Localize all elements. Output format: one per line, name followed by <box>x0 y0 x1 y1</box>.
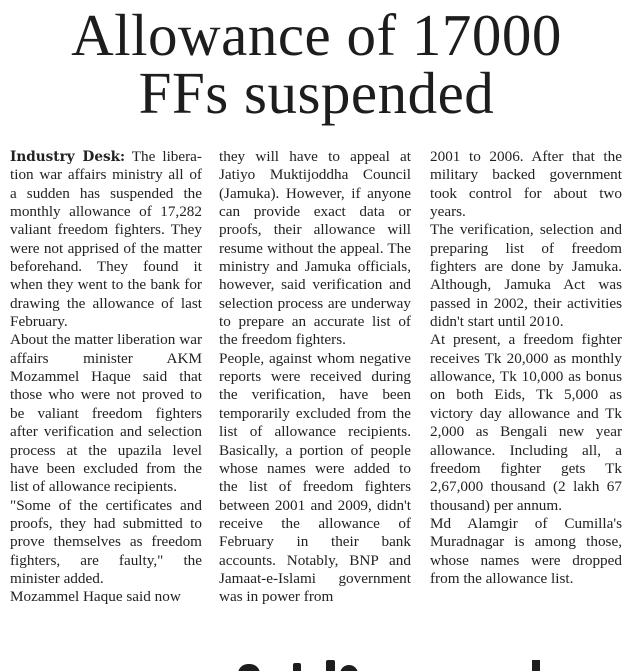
paragraph: "Some of the certificates and proofs, they had submitted to prove themselves as freedom fighters, are faulty," the minister added. <box>10 496 202 587</box>
paragraph: Md Alamgir of Cumilla's Muradnagar is among those, whose names were dropped from the allowance list. <box>430 514 622 587</box>
glyph-fragment <box>238 664 260 671</box>
glyph-fragment <box>326 660 335 671</box>
paragraph: The verification, selection and preparing list of freedom fighters are done by Jamuka. Although, Jamuka Act was passed in 2002, their activities didn't start until 2010. <box>430 221 622 331</box>
dateline: Industry Desk: <box>10 149 126 165</box>
paragraph: Mozammel Haque said now <box>10 588 181 606</box>
paragraph: People, against whom negative reports were received during the verification, have been temporarily excluded from the list of allowance recipients. Basically, a portion of people whose names were added to the list of freedom fighters between 2001 and 2009, didn't receive the allowance of February in their bank accounts. Notably, BNP and Jamaat-e-Islami government was in power from <box>219 349 411 606</box>
glyph-fragment <box>293 663 301 671</box>
paragraph: 2001 to 2006. After that the military backed government took control for about two years. <box>430 148 622 221</box>
paragraph: About the matter liberation war affairs minister AKM Mozammel Haque said that those who were not proved to be valiant freedom fighters after verification and selection process at the upazila level have been excluded from the list of allowance recipients. <box>10 331 202 496</box>
paragraph <box>10 148 202 331</box>
glyph-fragment <box>532 660 540 671</box>
paragraph: At present, a freedom fighter receives Tk 20,000 as monthly allowance, Tk 10,000 as bonus on both Eids, Tk 5,000 as victory day allowance and Tk 2,000 as Bengali new year allowance. Including all, a freedom fighter gets Tk 2,67,000 thousand (2 lakh 67 thousand) per annum. <box>430 331 622 514</box>
headline <box>0 2 633 126</box>
headline-line-1: Allowance of 17000 <box>71 2 562 68</box>
paragraph: they will have to appeal at Jatiyo Muktijoddha Council (Jamuka). However, if anyone can provide exact data or proofs, their allowance will resume without the appeal. The ministry and Jamuka officials, however, said verification and selection process are underway to prepare an accurate list of the freedom fighters. <box>219 148 411 349</box>
glyph-fragment <box>340 665 358 671</box>
paragraph-text: The liberation war affairs ministry all of a sudden has suspended the monthly allowance of 17,282 valiant freedom fighters. They were not apprised of the matter beforehand. They found it when they went to the bank for drawing the allowance of last February. <box>10 148 202 331</box>
article-column-1 <box>10 148 202 607</box>
clipped-next-headline <box>0 660 633 671</box>
article-column-2 <box>219 148 411 607</box>
article-column-3 <box>430 148 622 588</box>
headline-line-2: FFs suspended <box>138 60 495 126</box>
